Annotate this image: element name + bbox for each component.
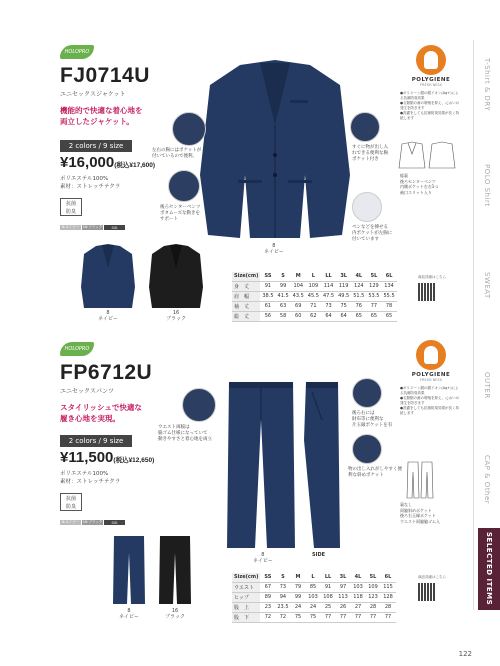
size-cell: 72 <box>260 612 275 622</box>
size-cell: 113 <box>336 592 351 602</box>
leaf-logo-text: HOLOPRO <box>64 49 90 55</box>
pants-size-table <box>232 573 396 623</box>
pants-flat-sketch <box>405 460 435 500</box>
jacket-section <box>0 0 470 330</box>
color-name: ネイビー <box>264 249 284 255</box>
size-cell: 109 <box>306 281 321 291</box>
color-num: 8 <box>261 552 265 558</box>
side-view-label: SIDE <box>312 552 326 558</box>
side-pocket-detail <box>352 434 382 464</box>
pen-pocket-detail <box>352 192 382 222</box>
variant-label-navy <box>108 608 150 620</box>
jacket-size-table <box>232 272 397 322</box>
size-cell: 身 丈 <box>232 281 260 291</box>
catch-copy <box>60 105 143 127</box>
size-cell: 99 <box>291 592 306 602</box>
product-code: FJ0714U <box>60 64 150 87</box>
table-row <box>232 301 397 311</box>
size-cell: 75 <box>336 301 351 311</box>
size-cell: 119 <box>336 281 351 291</box>
holopro-leaf-logo <box>60 45 94 59</box>
side-divider <box>473 40 474 610</box>
callout-line: すぐに物が出し入 <box>352 145 388 150</box>
anti-line: 防臭 <box>65 209 76 215</box>
side-tab-label: POLO Shirt <box>483 163 491 207</box>
antibacterial-badge <box>60 198 82 216</box>
side-pocket-callout <box>352 145 388 163</box>
size-cell: 73 <box>321 301 336 311</box>
pants-variant-black <box>158 535 192 605</box>
size-cell: 49.5 <box>338 293 350 299</box>
callout-line: ウエスト両脇は <box>158 425 190 430</box>
size-cell: 114 <box>321 281 336 291</box>
sketch-note-line: 裏なし <box>400 502 412 507</box>
size-cell: 118 <box>351 592 366 602</box>
size-cell: 55.5 <box>383 293 395 299</box>
back-pocket-detail <box>352 378 382 408</box>
size-cell: 56 <box>260 311 275 321</box>
size-cell: 75 <box>291 612 306 622</box>
size-cell: 65 <box>382 311 397 321</box>
callout-line: ペンなどを挿せる <box>352 225 388 230</box>
size-cell: 23.5 <box>277 604 289 610</box>
main-color-label <box>264 243 284 255</box>
size-cell: 41.5 <box>277 293 289 299</box>
pants-section <box>0 330 470 666</box>
size-header-cell: M <box>291 272 306 281</box>
size-cell: 85 <box>306 582 321 592</box>
size-cell: 77 <box>366 612 381 622</box>
size-cell: 128 <box>381 592 396 602</box>
sketch-note-line: ウエスト両脇脇ゴム入 <box>400 518 440 524</box>
center-vent-detail <box>168 170 200 202</box>
table-row <box>232 582 396 592</box>
size-cell: 134 <box>382 281 397 291</box>
size-header-cell: 5L <box>366 272 381 281</box>
pants-variant-navy <box>112 535 146 605</box>
price <box>60 449 154 466</box>
size-cell: 64 <box>336 311 351 321</box>
center-vent-callout <box>160 205 200 223</box>
size-cell: 79 <box>291 582 306 592</box>
size-header-cell: L <box>306 573 321 582</box>
size-cell: 109 <box>366 582 381 592</box>
size-cell: 75 <box>306 612 321 622</box>
size-cell: 123 <box>366 592 381 602</box>
variant-num: 16 <box>171 608 179 614</box>
catch-line: スタイリッシュで快適な <box>60 403 142 412</box>
polygiene-name: POLYGIENE <box>411 372 451 378</box>
side-tab-cap[interactable] <box>478 440 496 520</box>
variant-num: 16 <box>172 310 180 316</box>
size-cell: 43.5 <box>292 293 304 299</box>
colors-size-badge: 2 colors / 9 size <box>60 140 132 152</box>
pants-side-image <box>300 380 344 550</box>
side-tab-label: CAP & Other <box>483 455 491 505</box>
callout-line: 財布等に便利な <box>352 417 384 422</box>
side-pocket-callout <box>348 467 402 479</box>
qr-code[interactable] <box>418 283 436 301</box>
polygiene-sub: FRESH NESS <box>420 83 442 87</box>
size-header-cell: S <box>275 573 290 582</box>
size-header-cell: 4L <box>351 272 366 281</box>
size-cell: 24 <box>291 602 306 612</box>
callout-line: 内ポケットが左胸に <box>352 231 393 236</box>
pen-pocket-callout <box>352 225 392 243</box>
catch-copy <box>60 402 142 424</box>
size-cell: 53.5 <box>368 293 380 299</box>
variant-name: ネイビー <box>119 614 139 620</box>
side-tab-outer[interactable] <box>478 340 496 430</box>
spec-line: ポリエステル100% <box>60 471 109 477</box>
size-header-row <box>232 573 396 582</box>
polygiene-icon <box>416 340 446 370</box>
size-cell: 124 <box>351 281 366 291</box>
callout-line: 利な斜めポケット <box>348 473 384 478</box>
spec-line: 素材：ストレッチテクラ <box>60 184 121 190</box>
waist-callout <box>158 425 212 443</box>
price-value: ¥16,000 <box>60 154 115 171</box>
size-header-cell: Size(cm) <box>234 273 259 280</box>
size-header-cell: 3L <box>336 272 351 281</box>
size-cell: 103 <box>306 592 321 602</box>
size-cell: 60 <box>291 311 306 321</box>
sketch-note-line: 内側ポケット左右1つ <box>400 184 439 189</box>
callout-line: サポート <box>160 217 178 222</box>
size-cell: 63 <box>276 301 291 311</box>
polygiene-notes <box>400 386 462 416</box>
leaf-logo-text: HOLOPRO <box>64 346 90 352</box>
pants-main-image <box>225 380 297 550</box>
holopro-leaf-logo <box>60 342 94 356</box>
page-number: 122 <box>458 650 472 658</box>
polygiene-sub: FRESH NESS <box>420 378 442 382</box>
inner-pocket-detail <box>172 112 206 146</box>
catch-line: 履き心地を実現。 <box>60 414 120 423</box>
size-cell: 77 <box>321 612 336 622</box>
side-tab-label: SELECTED ITEMS <box>485 532 493 606</box>
polygiene-block <box>400 45 462 121</box>
size-cell: 77 <box>366 301 381 311</box>
side-tab-label: T-Shirt & DRY <box>483 58 491 112</box>
color-name: ネイビー <box>253 558 273 564</box>
qr-code[interactable] <box>418 583 436 601</box>
size-cell: 51.5 <box>353 293 365 299</box>
pants-sketch-note <box>400 502 440 524</box>
polygiene-note: ●洗濯をしても抗菌防臭効果が長く持続します <box>400 406 460 415</box>
size-cell: 股 下 <box>232 612 260 622</box>
size-cell: 103 <box>351 582 366 592</box>
inner-pocket-callout <box>152 148 201 160</box>
variant-label-navy <box>80 310 136 322</box>
anti-line: 抗菌 <box>65 496 76 502</box>
variant-name: ネイビー <box>98 316 118 322</box>
polygiene-note: ●ポリジーン銀の銀イオン(Ag+)による抗菌防臭効果 <box>400 91 459 100</box>
size-cell: 58 <box>276 311 291 321</box>
variant-name: ブラック <box>166 316 186 322</box>
table-row <box>232 311 397 321</box>
jacket-main-image <box>190 55 360 240</box>
size-header-cell: L <box>306 272 321 281</box>
jacket-sketch-note <box>400 173 438 195</box>
side-tab-label: OUTER <box>483 371 491 399</box>
size-cell: ウエスト <box>232 582 260 592</box>
size-cell: 総 丈 <box>232 311 260 321</box>
polygiene-notes <box>400 91 462 121</box>
size-header-cell: 4L <box>351 573 366 582</box>
size-cell: 77 <box>351 612 366 622</box>
size-cell: 91 <box>260 281 275 291</box>
polygiene-block <box>400 340 462 416</box>
price <box>60 154 155 171</box>
polygiene-icon <box>416 45 446 75</box>
size-header-cell: LL <box>321 573 336 582</box>
size-cell: 73 <box>275 582 290 592</box>
sketch-note-line: 袖口スリット入り <box>400 189 432 195</box>
size-cell: 65 <box>351 311 366 321</box>
polygiene-note: ●ポリジーン銀の銀イオン(Ag+)による抗菌防臭効果 <box>400 386 459 395</box>
qr-label: 商品詳細はこちら <box>418 275 446 279</box>
size-header-cell: Size(cm) <box>234 574 259 581</box>
size-cell: 77 <box>381 612 396 622</box>
size-cell: 69 <box>291 301 306 311</box>
callout-line: 動きやすさと着心地を両立 <box>158 437 212 442</box>
size-header-cell: 5L <box>366 573 381 582</box>
variant-num: 8 <box>106 310 110 316</box>
size-cell: 78 <box>382 301 397 311</box>
size-cell: 28 <box>366 602 381 612</box>
jacket-variant-black <box>148 242 204 310</box>
size-cell: 108 <box>321 592 336 602</box>
size-header-cell: 6L <box>382 272 397 281</box>
product-category: ユニセックスジャケット <box>60 91 126 98</box>
callout-line: 付いています <box>352 237 379 242</box>
size-header-cell: 3L <box>336 573 351 582</box>
size-cell: 67 <box>260 582 275 592</box>
size-cell: 72 <box>275 612 290 622</box>
size-header-cell: SS <box>260 573 275 582</box>
callout-line: 付いているので便利。 <box>152 154 197 159</box>
size-cell: 76 <box>351 301 366 311</box>
main-color-label <box>253 552 273 564</box>
size-header-cell: LL <box>321 272 336 281</box>
table-row <box>232 592 396 602</box>
anti-line: 抗菌 <box>65 201 76 207</box>
product-code: FP6712U <box>60 361 153 384</box>
size-cell: 61 <box>260 301 275 311</box>
color-chip: SIG <box>104 520 125 525</box>
size-cell: 肩 幅 <box>232 291 260 301</box>
side-pocket-detail <box>350 112 380 142</box>
size-cell: 77 <box>336 612 351 622</box>
callout-line: 脇ゴム仕様になっていて <box>158 431 208 436</box>
size-cell: 91 <box>321 582 336 592</box>
size-header-row <box>232 272 397 281</box>
callout-line: 物の出し入れがしやすく便 <box>348 467 402 472</box>
sketch-note-line: 後ろ右玉縁ポケット <box>400 513 436 518</box>
polygiene-note: ●衣類類の菌の増殖を抑え、においの発生を防ぎます <box>400 396 460 405</box>
color-chip: 8:ネイビー <box>61 225 80 229</box>
size-cell: 65 <box>366 311 381 321</box>
size-header-cell: M <box>291 573 306 582</box>
callout-line: ボタムーズな動きを <box>160 211 201 216</box>
spec-line: 素材：ストレッチテクラ <box>60 479 121 485</box>
size-cell: 129 <box>366 281 381 291</box>
side-tab-tshirt[interactable] <box>478 40 496 130</box>
size-cell: 27 <box>351 602 366 612</box>
variant-name: ブラック <box>165 614 185 620</box>
color-chips <box>60 520 125 525</box>
jacket-variant-navy <box>80 242 136 310</box>
catch-line: 両立したジャケット。 <box>60 117 134 126</box>
size-cell: 99 <box>276 281 291 291</box>
callout-line: 左右の胸にはポケットが <box>152 148 202 153</box>
color-chips <box>60 225 125 230</box>
price-tax: (税込¥12,650) <box>113 457 155 464</box>
table-row <box>232 612 396 622</box>
variant-num: 8 <box>127 608 131 614</box>
size-cell: 115 <box>381 582 396 592</box>
size-cell: 64 <box>321 311 336 321</box>
callout-line: れできる便利な胸 <box>352 151 388 156</box>
callout-line: 後ろセンターベンツ <box>160 205 201 210</box>
size-cell: 71 <box>306 301 321 311</box>
antibacterial-badge <box>60 493 82 511</box>
material-spec <box>60 470 120 486</box>
polygiene-note: ●衣類類の菌の増殖を抑え、においの発生を防ぎます <box>400 101 460 110</box>
sketch-note-line: 両脇斜めポケット <box>400 507 432 513</box>
table-row <box>232 281 397 291</box>
color-chip: SIG <box>104 225 125 230</box>
material-spec <box>60 175 120 191</box>
price-tax: (税込¥17,600) <box>114 162 156 169</box>
size-cell: 24 <box>306 602 321 612</box>
side-index <box>470 40 500 610</box>
side-tab-selected-items[interactable] <box>478 528 500 610</box>
color-chip: 16:ブラック <box>82 225 103 229</box>
price-value: ¥11,500 <box>60 449 114 466</box>
anti-line: 防臭 <box>65 504 76 510</box>
variant-label-black <box>148 310 204 322</box>
size-cell: 94 <box>275 592 290 602</box>
catch-line: 機能的で快適な着心地を <box>60 106 143 115</box>
table-row <box>232 291 397 301</box>
callout-line: 後ろ右には <box>352 411 375 416</box>
size-cell: 袖 丈 <box>232 301 260 311</box>
color-num: 8 <box>272 243 276 249</box>
side-tab-polo[interactable] <box>478 140 496 230</box>
table-row <box>232 602 396 612</box>
spec-line: ポリエステル100% <box>60 176 109 182</box>
callout-line: 片玉縁ポケットを有 <box>352 423 393 428</box>
sketch-note-line: 総裏 <box>400 173 408 178</box>
size-header-cell: SS <box>260 272 275 281</box>
side-tab-label: SWEAT <box>483 271 491 299</box>
waist-detail <box>182 388 216 422</box>
size-header-cell: S <box>276 272 291 281</box>
size-cell: 38.5 <box>262 293 274 299</box>
size-cell: 89 <box>260 592 275 602</box>
polygiene-note: ●洗濯をしても抗菌防臭効果が長く持続します <box>400 111 460 120</box>
variant-label-black <box>154 608 196 620</box>
size-cell: 23 <box>260 602 275 612</box>
size-cell: 28 <box>381 602 396 612</box>
size-cell: 104 <box>291 281 306 291</box>
size-cell: 62 <box>306 311 321 321</box>
product-category: ユニセックスパンツ <box>60 388 114 395</box>
qr-label: 商品詳細はこちら <box>418 575 446 579</box>
size-cell: 25 <box>321 602 336 612</box>
color-chip: 16:ブラック <box>82 520 103 524</box>
size-cell: ヒップ <box>232 592 260 602</box>
size-cell: 26 <box>336 602 351 612</box>
side-tab-sweat[interactable] <box>478 240 496 330</box>
size-cell: 股 上 <box>232 602 260 612</box>
sketch-note-line: 後ろセンターベンツ <box>400 178 436 184</box>
size-cell: 47.5 <box>322 293 335 299</box>
polygiene-name: POLYGIENE <box>411 77 451 83</box>
callout-line: ポケット付き <box>352 157 379 162</box>
size-cell: 97 <box>336 582 351 592</box>
size-cell: 45.5 <box>307 293 319 299</box>
colors-size-badge: 2 colors / 9 size <box>60 435 132 447</box>
back-pocket-callout <box>352 411 392 429</box>
color-chip: 8:ネイビー <box>61 520 80 524</box>
jacket-flat-sketch <box>398 140 458 170</box>
size-header-cell: 6L <box>381 573 396 582</box>
